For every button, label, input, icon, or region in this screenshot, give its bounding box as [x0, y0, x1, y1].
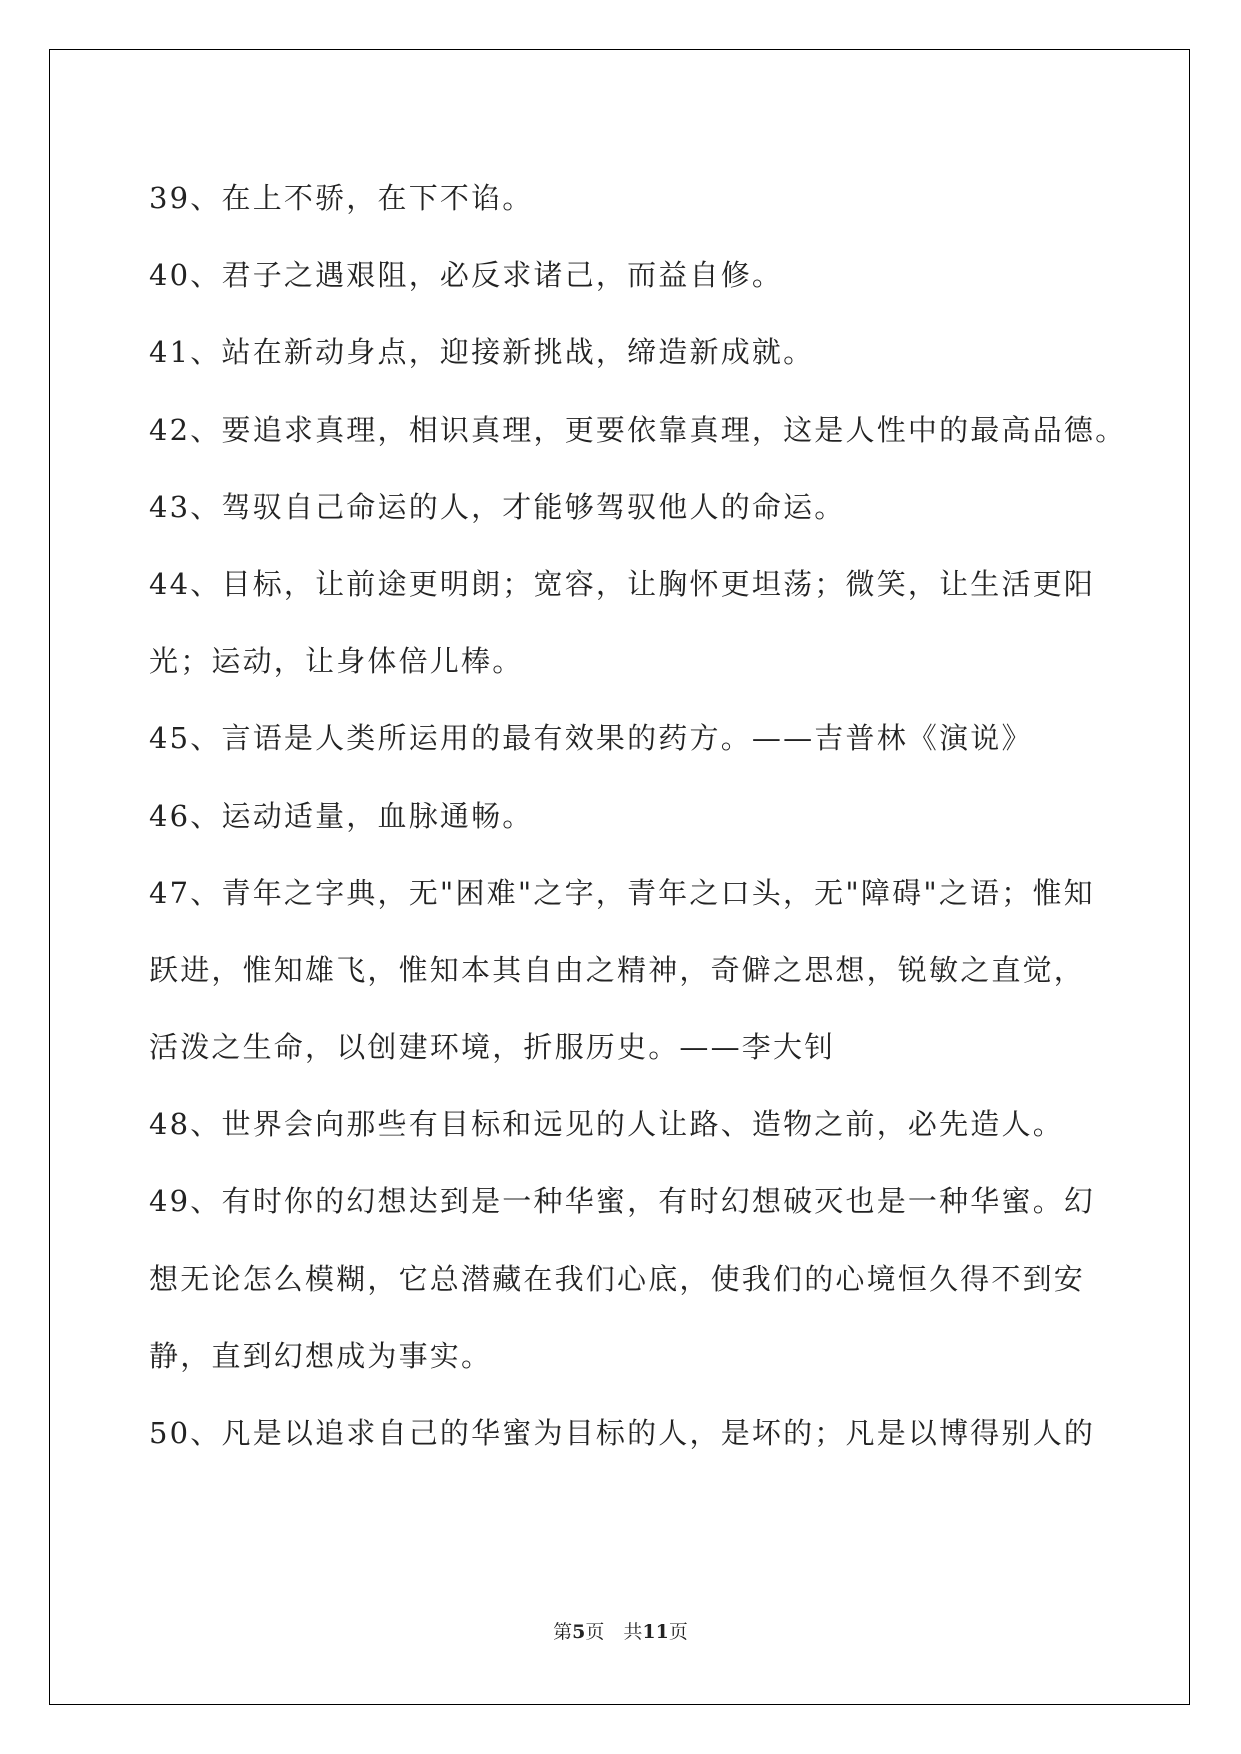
total-page-number: 11 — [642, 1621, 669, 1643]
text-line: 44、目标，让前途更明朗；宽容，让胸怀更坦荡；微笑，让生活更阳 — [149, 566, 1096, 601]
text-line: 43、驾驭自己命运的人，才能够驾驭他人的命运。 — [149, 489, 846, 524]
text-line: 46、运动适量，血脉通畅。 — [149, 798, 534, 833]
page-suffix: 页 — [668, 1621, 688, 1643]
text-line: 41、站在新动身点，迎接新挑战，缔造新成就。 — [149, 335, 815, 370]
text-line: 45、言语是人类所运用的最有效果的药方。——吉普林《演说》 — [149, 721, 1033, 756]
text-line: 跃进，惟知雄飞，惟知本其自由之精神，奇僻之思想，锐敏之直觉， — [149, 952, 1086, 987]
text-line: 40、君子之遇艰阻，必反求诸己，而益自修。 — [149, 258, 784, 293]
document-body — [149, 160, 1127, 1472]
page-mid: 页 共 — [585, 1621, 643, 1643]
text-line: 静，直到幻想成为事实。 — [149, 1338, 493, 1373]
text-line: 想无论怎么模糊，它总潜藏在我们心底，使我们的心境恒久得不到安 — [149, 1261, 1086, 1296]
text-line: 光；运动，让身体倍儿棒。 — [149, 644, 524, 679]
page-number-footer — [0, 1620, 1241, 1644]
text-line: 39、在上不骄，在下不谄。 — [149, 181, 534, 215]
text-line: 50、凡是以追求自己的华蜜为目标的人，是坏的；凡是以博得别人的 — [149, 1416, 1096, 1450]
text-line: 42、要追求真理，相识真理，更要依靠真理，这是人性中的最高品德。 — [149, 412, 1127, 447]
text-line: 48、世界会向那些有目标和远见的人让路、造物之前，必先造人。 — [149, 1107, 1064, 1142]
page-prefix: 第 — [553, 1621, 573, 1643]
text-line: 活泼之生命，以创建环境，折服历史。——李大钊 — [149, 1030, 836, 1065]
text-line: 47、青年之字典，无"困难"之字，青年之口头，无"障碍"之语；惟知 — [149, 875, 1095, 910]
text-line: 49、有时你的幻想达到是一种华蜜，有时幻想破灭也是一种华蜜。幻 — [149, 1184, 1096, 1219]
current-page-number: 5 — [572, 1621, 586, 1643]
